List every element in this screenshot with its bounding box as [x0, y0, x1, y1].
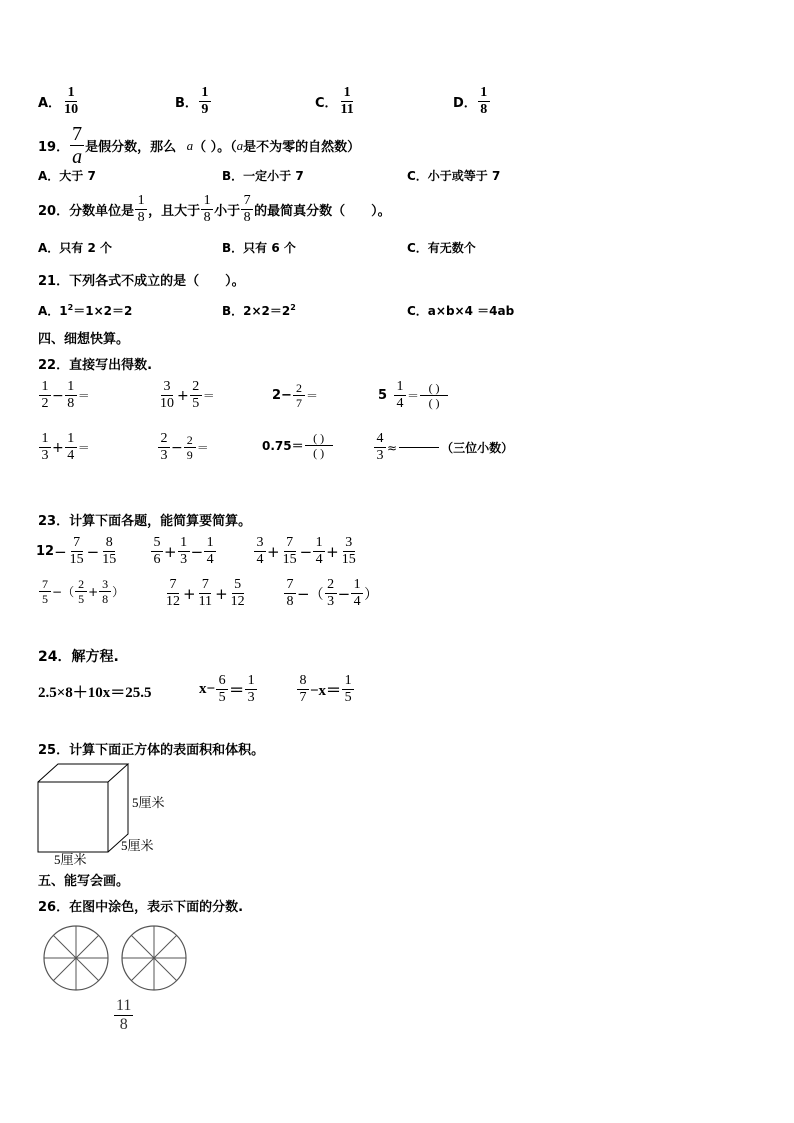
q25-stem: 25．计算下面正方体的表面积和体积。: [38, 743, 265, 758]
fraction: $\frac{1}{3}$: [178, 536, 190, 567]
cube-width-label: 5厘米: [54, 852, 87, 867]
q22-expr-7: 0.75＝ $\frac{( )}{( )}$: [262, 432, 334, 459]
fraction: $\frac{1}{3}$: [39, 432, 51, 463]
fraction: $\frac{3}{10}$: [160, 379, 174, 411]
q18-option-b: B． $\frac{1}{9}$: [175, 86, 212, 117]
q24-equation-1: 2.5×8＋10x＝25.5: [38, 685, 152, 701]
fraction: $\frac{3}{15}$: [341, 535, 356, 567]
fraction: $\frac{1}{5}$: [342, 674, 354, 705]
q22-expr-8: $\frac{4}{3}$ ≈ （三位小数）: [373, 432, 513, 463]
q20-option-c: C．有无数个: [407, 241, 476, 255]
q18-option-a: A． $\frac{1}{10}$: [38, 85, 79, 117]
q23-expr-3: $\frac{3}{4}$ + $\frac{7}{15}$ − $\frac{1}{4}$ + $\frac{3}{15}$: [253, 536, 359, 567]
fraction: $\frac{11}{8}$: [116, 997, 132, 1033]
fraction: $\frac{1}{10}$: [64, 85, 79, 117]
q26-stem: 26．在图中涂色，表示下面的分数.: [38, 900, 244, 915]
fraction: $\frac{2}{7}$: [293, 382, 305, 409]
fraction: $\frac{5}{12}$: [230, 577, 245, 609]
q22-expr-1: $\frac{1}{2}$ − $\frac{1}{8}$ ＝: [38, 380, 90, 411]
q23-expr-1: 12− $\frac{7}{15}$ − $\frac{8}{15}$: [36, 535, 117, 567]
fraction: $\frac{3}{8}$: [99, 578, 111, 605]
cube-front-face: [38, 782, 108, 852]
q22-expr-4: 5 $\frac{1}{4}$ ＝ $\frac{( )}{( )}$: [378, 380, 449, 411]
fraction: $\frac{2}{3}$: [158, 432, 170, 463]
q19-option-c: C．小于或等于 7: [407, 169, 501, 183]
q26-fraction: [113, 998, 134, 1033]
q23-expr-6: $\frac{7}{8}$ −（ $\frac{2}{3}$ − $\frac{1}{4}$ ）: [283, 578, 378, 609]
q20-stem: 20．分数单位是 $\frac{1}{8}$ ，且大于 $\frac{1}{8}$ 小于 $\frac{7}{8}$ 的最简真分数（ ）。: [38, 193, 391, 225]
q21-option-a: A．$1^2=1\times 2=2$: [38, 303, 133, 318]
fraction: $\frac{1}{8}$: [478, 86, 490, 117]
fraction: $\frac{1}{4}$: [313, 536, 325, 567]
q24-equation-2: x− $\frac{6}{5}$ ＝ $\frac{1}{3}$: [199, 674, 258, 705]
q23-expr-4: $\frac{7}{5}$ −（ $\frac{2}{5}$ + $\frac{3}{8}$ ）: [38, 578, 124, 605]
fraction: $\frac{7}{a}$: [72, 123, 83, 168]
q24-equation-3: $\frac{8}{7}$ −x＝ $\frac{1}{5}$: [296, 674, 355, 705]
q20-option-b: B．只有 6 个: [222, 241, 296, 255]
cube-height-label: 5厘米: [132, 795, 165, 810]
fraction: $\frac{8}{7}$: [297, 674, 309, 705]
fraction: $\frac{7}{15}$: [282, 535, 297, 567]
q22-expr-3: 2− $\frac{2}{7}$ ＝: [272, 381, 318, 410]
fraction: $\frac{3}{4}$: [254, 536, 266, 567]
fraction: $\frac{1}{2}$: [39, 380, 51, 411]
fraction: $\frac{7}{11}$: [198, 577, 213, 609]
fraction: $\frac{1}{4}$: [394, 380, 406, 411]
fraction: $\frac{8}{15}$: [102, 535, 117, 567]
q21-stem: 21．下列各式不成立的是（ ）。: [38, 274, 245, 289]
fraction: $\frac{1}{8}$: [201, 194, 213, 225]
q19-option-a: A．大于 7: [38, 169, 96, 183]
q21-option-b: B．$2\times 2=2^2$: [222, 303, 296, 318]
q22-expr-2: $\frac{3}{10}$ + $\frac{2}{5}$ ＝: [160, 379, 215, 411]
fraction: $\frac{5}{6}$: [151, 536, 163, 567]
q23-expr-5: $\frac{7}{12}$ + $\frac{7}{11}$ + $\frac{5}{12}$: [166, 577, 245, 609]
fraction: $\frac{1}{4}$: [351, 578, 363, 609]
q22-stem: 22．直接写出得数.: [38, 358, 153, 373]
fraction: $\frac{1}{3}$: [245, 674, 257, 705]
q20-option-a: A．只有 2 个: [38, 241, 112, 255]
fraction: $\frac{2}{5}$: [75, 578, 87, 605]
circle-group: [44, 926, 186, 990]
section-5-heading: 五、能写会画。: [38, 874, 130, 889]
q23-expr-2: $\frac{5}{6}$ + $\frac{1}{3}$ − $\frac{1}{4}$: [150, 536, 217, 567]
q18-option-c: C． $\frac{1}{11}$: [315, 85, 354, 117]
fraction: $\frac{2}{5}$: [190, 380, 202, 411]
fraction: $\frac{1}{4}$: [204, 536, 216, 567]
q23-stem: 23．计算下面各题，能简算要简算。: [38, 514, 252, 529]
cube-top-face: [38, 764, 128, 782]
fraction: $\frac{2}{9}$: [184, 434, 196, 461]
answer-blank-fraction: $\frac{( )}{( )}$: [305, 432, 333, 459]
answer-blank-line: [399, 447, 439, 448]
q24-stem: 24．解方程.: [38, 649, 119, 665]
answer-blank-fraction: $\frac{( )}{( )}$: [420, 382, 448, 409]
q21-option-c: C．a×b×4 ＝4ab: [407, 304, 515, 318]
fraction: $\frac{6}{5}$: [216, 674, 228, 705]
q22-expr-6: $\frac{2}{3}$ − $\frac{2}{9}$ ＝: [157, 432, 209, 463]
q18-option-d: D． $\frac{1}{8}$: [453, 86, 491, 117]
fraction: $\frac{1}{8}$: [135, 194, 147, 225]
q19-option-b: B．一定小于 7: [222, 169, 304, 183]
fraction: $\frac{1}{8}$: [65, 380, 77, 411]
fraction-circles: [42, 924, 202, 994]
fraction: $\frac{1}{4}$: [65, 432, 77, 463]
fraction: $\frac{7}{5}$: [39, 578, 51, 605]
q19-stem: 19． $\frac{7}{a}$ 是假分数，那么 a（ ）。（a是不为零的自然数）: [38, 123, 361, 168]
fraction: $\frac{7}{15}$: [69, 535, 84, 567]
q22-expr-5: $\frac{1}{3}$ + $\frac{1}{4}$ ＝: [38, 432, 90, 463]
fraction: $\frac{2}{3}$: [325, 578, 337, 609]
cube-depth-label: 5厘米: [121, 838, 154, 853]
fraction: $\frac{1}{9}$: [199, 86, 211, 117]
fraction: $\frac{7}{8}$: [284, 578, 296, 609]
fraction: $\frac{7}{12}$: [166, 577, 180, 609]
fraction: $\frac{4}{3}$: [374, 432, 386, 463]
fraction: $\frac{7}{8}$: [241, 194, 253, 225]
fraction: $\frac{1}{11}$: [340, 85, 354, 117]
section-4-heading: 四、细想快算。: [38, 332, 130, 347]
